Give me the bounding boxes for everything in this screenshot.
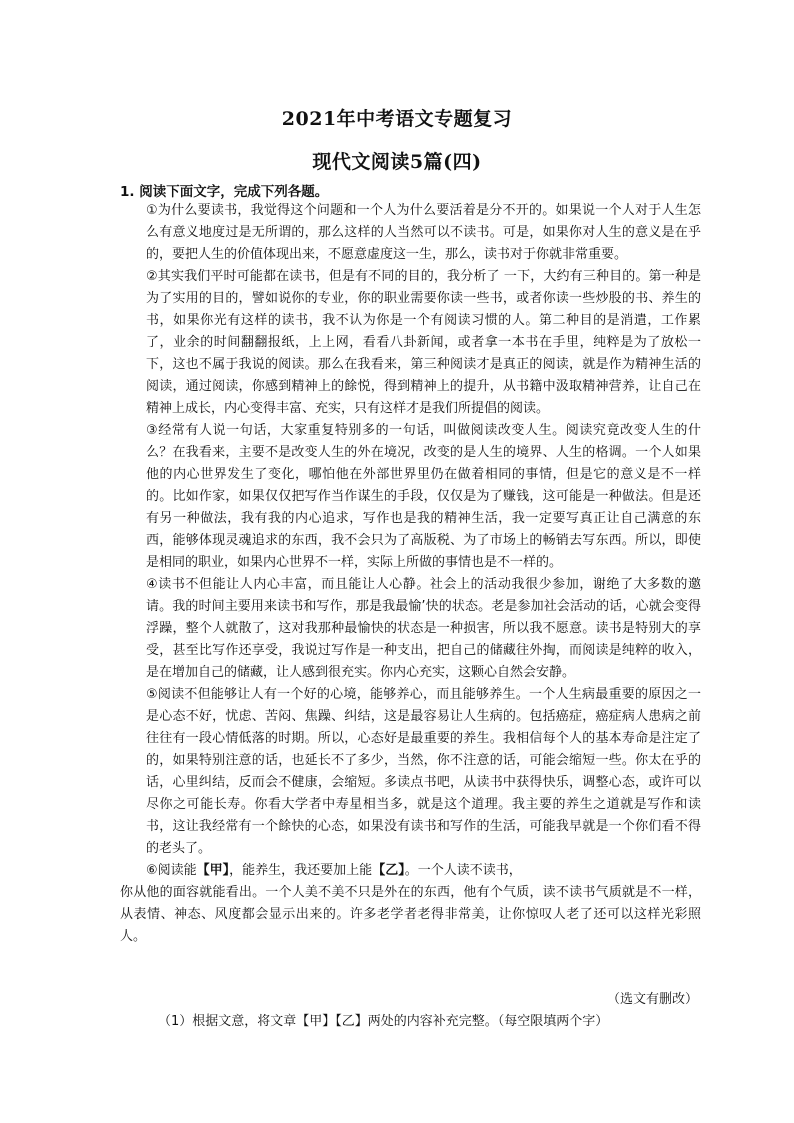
paragraph-6-part-c: 。一个人读不读书， <box>404 863 522 878</box>
reading-passage <box>120 200 701 948</box>
paragraph-6-part-a: ⑥阅读能 <box>146 863 197 878</box>
paragraph-6 <box>146 860 701 882</box>
paragraph-5: ⑤阅读不但能够让人有一个好的心境，能够养心，而且能够养生。一个人生病最重要的原因之一是心态不好，忧虑、苦闷、焦躁、纠结，这是最容易让人生病的。包括癌症，癌症病人患病之前往往有一段心情低落的时期。所以，心态好是最重要的养生。我相信每个人的基本寿命是注定了的，如果特别注意的话，也延长不了多少，当然，你不注意的话，可能会缩短一些。你太在乎的话，心里纠结，反而会不健康，会缩短。多读点书吧，从读书中获得快乐，调整心态，或许可以尽你之可能长寿。你看大学者中寿星相当多，就是这个道理。我主要的养生之道就是写作和读书，这让我经常有一个餘快的心态，如果没有读书和写作的生活，可能我早就是一个你们看不得的老头了。 <box>146 687 701 856</box>
source-note: （选文有删改） <box>606 992 698 1007</box>
paragraph-6-continued: 你从他的面容就能看出。一个人美不美不只是外在的东西，他有个气质，读不读书气质就是不一样，从表情、神态、风度都会显示出来的。许多老学者老得非常美，让你惊叹人老了还可以这样光彩照人。 <box>120 885 701 944</box>
document-subtitle: 现代文阅读5篇(四) <box>312 151 482 173</box>
paragraph-1: ①为什么要读书，我觉得这个问题和一个人为什么要活着是分不开的。如果说一个人对于人生怎么有意义地度过是无所谓的，那么这样的人当然可以不读书。可是，如果你对人生的意义是在乎的，要把人生的价值体现出来，不愿意虚度这一生，那么，读书对于你就非常重要。 <box>146 203 701 262</box>
paragraph-4: ④读书不但能让人内心丰富，而且能让人心静。社会上的活动我很少参加，谢绝了大多数的邀请。我的时间主要用来读书和写作，那是我最愉’快的状态。老是参加社会活动的话，心就会变得浮躁，整个人就散了，这对我那种最愉快的状态是一种损害，所以我不愿意。读书是特别大的享受，甚至比写作还享受，我说过写作是一种支出，把自己的储藏往外掏，而阅读是纯粹的收入，是在增加自己的储藏，让人感到很充实。你内心充实，这颗心自然会安静。 <box>146 577 701 680</box>
sub-question-1: （1）根据文意，将文章【甲】【乙】两处的内容补充完整。（每空限填两个字） <box>158 1014 609 1029</box>
document-title: 2021年中考语文专题复习 <box>281 108 513 130</box>
question-heading: 1. 阅读下面文字，完成下列各题。 <box>120 184 329 200</box>
blank-jia: 【甲】 <box>196 863 230 878</box>
blank-yi: 【乙】 <box>372 863 405 878</box>
paragraph-6-part-b: ，能养生，我还要加上能 <box>229 863 373 878</box>
paragraph-3: ③经常有人说一句话，大家重复特别多的一句话，叫做阅读改变人生。阅读究竟改变人生的什么？在我看来，主要不是改变人生的外在境况，改变的是人生的境界、人生的格调。一个人如果他的内心世界发生了变化，哪怕他在外部世界里仍在做着相同的事情，但是它的意义是不一样的。比如作家，如果仅仅把写作当作谋生的手段，仅仅是为了赚钱，这可能是一种做法。但是还有另一种做法，我有我的内心追求，写作也是我的精神生活，我一定要写真正让自己满意的东西，能够体现灵魂追求的东西，我不会只为了高版税、为了市场上的畅销去写东西。所以，即使是相同的职业，如果内心世界不一样，实际上所做的事情也是不一样的。 <box>146 423 701 570</box>
paragraph-2: ②其实我们平时可能都在读书，但是有不同的目的，我分析了 一下，大约有三种目的。第一种是为了实用的目的，譬如说你的专业，你的职业需要你读一些书，或者你读一些炒股的书、养生的书，如果你光有这样的读书，我不认为你是一个有阅读习惯的人。第二种目的是消遣，工作累了，业余的时间翻翻报纸，上上网，看看八卦新闻，或者拿一本书在手里，纯粹是为了放松一下，这也不属于我说的阅读。那么在我看来，第三种阅读才是真正的阅读，就是作为精神生活的阅读，通过阅读，你感到精神上的餘悦，得到精神上的提升，从书籍中汲取精神营养，让自己在精神上成长，内心变得丰富、充实，只有这样才是我们所提倡的阅读。 <box>146 269 701 416</box>
